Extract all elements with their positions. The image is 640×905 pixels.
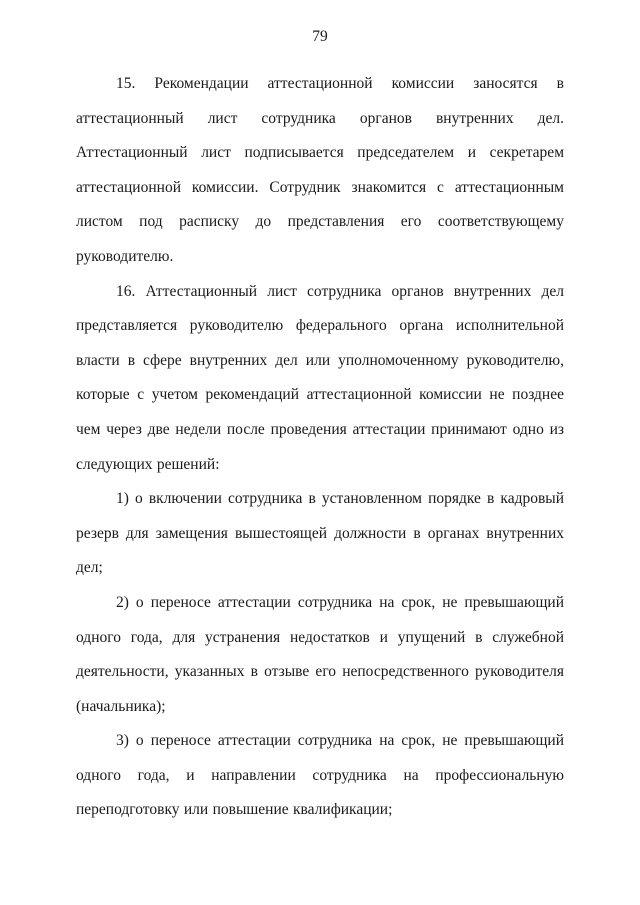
document-body bbox=[76, 67, 564, 828]
list-item-3: 3) о переносе аттестации сотрудника на срок, не превышающий одного года, и направлении сотрудника на профессиональную переподготовку или повышение квалификации; bbox=[76, 732, 564, 819]
paragraph-15: 15. Рекомендации аттестационной комиссии заносятся в аттестационный лист сотрудника органов внутренних дел. Аттестационный лист подписывается председателем и секретарем аттестационной комиссии. Сотрудник знакомится с аттестационным листом под расписку до представления его соответствующему руководителю. bbox=[76, 75, 564, 265]
list-item-1: 1) о включении сотрудника в установленном порядке в кадровый резерв для замещения вышестоящей должности в органах внутренних дел; bbox=[76, 490, 564, 577]
page-number: 79 bbox=[312, 28, 328, 45]
list-item-2: 2) о переносе аттестации сотрудника на срок, не превышающий одного года, для устранения недостатков и упущений в служебной деятельности, указанных в отзыве его непосредственного руководителя (начальника); bbox=[76, 593, 564, 715]
paragraph-16: 16. Аттестационный лист сотрудника органов внутренних дел представляется руководителю федерального органа исполнительной власти в сфере внутренних дел или уполномоченному руководителю, которые с учетом рекомендаций аттестационной комиссии не позднее чем через две недели после проведения аттестации принимают одно из следующих решений: bbox=[76, 282, 564, 473]
